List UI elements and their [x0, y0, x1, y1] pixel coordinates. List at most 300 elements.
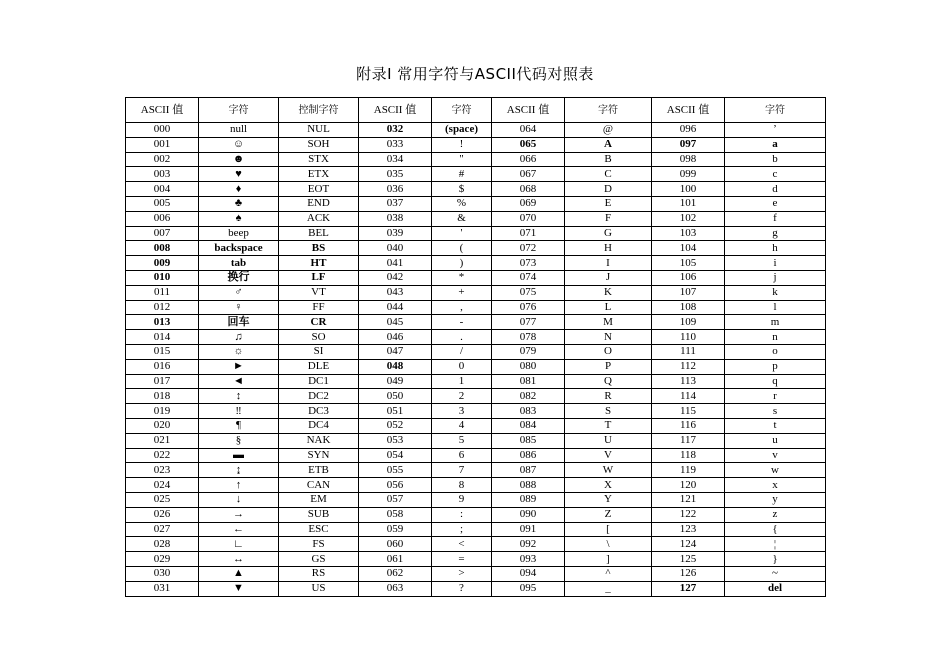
char-cell: ↕	[199, 389, 279, 404]
control-char-cell: CAN	[279, 478, 359, 493]
ascii-value-cell: 010	[126, 270, 199, 285]
char-cell: )	[432, 256, 492, 271]
ascii-value-cell: 116	[652, 418, 725, 433]
char-cell: ☺	[199, 137, 279, 152]
ascii-value-cell: 033	[359, 137, 432, 152]
ascii-value-cell: 063	[359, 581, 432, 596]
char-cell: 9	[432, 492, 492, 507]
control-char-cell: DC4	[279, 418, 359, 433]
ascii-value-cell: 102	[652, 211, 725, 226]
char-cell: @	[565, 123, 652, 138]
char-cell: u	[725, 433, 826, 448]
ascii-value-cell: 127	[652, 581, 725, 596]
char-cell: ♫	[199, 330, 279, 345]
char-cell: →	[199, 507, 279, 522]
table-row	[126, 552, 826, 567]
control-char-cell: DC1	[279, 374, 359, 389]
char-cell: y	[725, 492, 826, 507]
ascii-value-cell: 070	[492, 211, 565, 226]
ascii-value-cell: 036	[359, 182, 432, 197]
control-char-cell: DLE	[279, 359, 359, 374]
ascii-value-cell: 053	[359, 433, 432, 448]
char-cell: w	[725, 463, 826, 478]
char-cell: e	[725, 196, 826, 211]
ascii-value-cell: 114	[652, 389, 725, 404]
ascii-value-cell: 047	[359, 344, 432, 359]
ascii-value-cell: 112	[652, 359, 725, 374]
ascii-value-cell: 013	[126, 315, 199, 330]
char-cell: ☻	[199, 152, 279, 167]
char-cell: ♣	[199, 196, 279, 211]
char-cell: !	[432, 137, 492, 152]
char-cell: h	[725, 241, 826, 256]
control-char-cell: ACK	[279, 211, 359, 226]
char-cell: L	[565, 300, 652, 315]
ascii-value-cell: 026	[126, 507, 199, 522]
char-cell: +	[432, 285, 492, 300]
char-cell: N	[565, 330, 652, 345]
table-row	[126, 152, 826, 167]
char-cell: tab	[199, 256, 279, 271]
ascii-value-cell: 084	[492, 418, 565, 433]
char-cell: 1	[432, 374, 492, 389]
control-char-cell: VT	[279, 285, 359, 300]
header-ascii-value: ASCII 值	[652, 98, 725, 123]
ascii-value-cell: 091	[492, 522, 565, 537]
ascii-value-cell: 099	[652, 167, 725, 182]
char-cell: C	[565, 167, 652, 182]
header-char: 字符	[565, 98, 652, 123]
char-cell: 8	[432, 478, 492, 493]
char-cell: 2	[432, 389, 492, 404]
char-cell: U	[565, 433, 652, 448]
char-cell: ♦	[199, 182, 279, 197]
ascii-value-cell: 067	[492, 167, 565, 182]
char-cell: ♠	[199, 211, 279, 226]
ascii-value-cell: 113	[652, 374, 725, 389]
table-row	[126, 330, 826, 345]
ascii-value-cell: 030	[126, 566, 199, 581]
ascii-value-cell: 065	[492, 137, 565, 152]
table-row	[126, 270, 826, 285]
table-row	[126, 433, 826, 448]
ascii-value-cell: 079	[492, 344, 565, 359]
ascii-value-cell: 060	[359, 537, 432, 552]
table-row	[126, 492, 826, 507]
char-cell: d	[725, 182, 826, 197]
ascii-value-cell: 038	[359, 211, 432, 226]
ascii-value-cell: 019	[126, 404, 199, 419]
char-cell: g	[725, 226, 826, 241]
ascii-value-cell: 087	[492, 463, 565, 478]
header-char: 字符	[725, 98, 826, 123]
ascii-value-cell: 090	[492, 507, 565, 522]
char-cell: ↔	[199, 552, 279, 567]
ascii-value-cell: 122	[652, 507, 725, 522]
char-cell: -	[432, 315, 492, 330]
char-cell: (	[432, 241, 492, 256]
control-char-cell: ETB	[279, 463, 359, 478]
char-cell: P	[565, 359, 652, 374]
char-cell: _	[565, 581, 652, 596]
control-char-cell: DC3	[279, 404, 359, 419]
header-ascii-value: ASCII 值	[492, 98, 565, 123]
char-cell: j	[725, 270, 826, 285]
ascii-value-cell: 106	[652, 270, 725, 285]
char-cell: f	[725, 211, 826, 226]
char-cell: F	[565, 211, 652, 226]
control-char-cell: RS	[279, 566, 359, 581]
ascii-value-cell: 017	[126, 374, 199, 389]
ascii-value-cell: 072	[492, 241, 565, 256]
char-cell: t	[725, 418, 826, 433]
char-cell: I	[565, 256, 652, 271]
ascii-value-cell: 082	[492, 389, 565, 404]
control-char-cell: SOH	[279, 137, 359, 152]
ascii-value-cell: 073	[492, 256, 565, 271]
ascii-value-cell: 056	[359, 478, 432, 493]
char-cell: ♀	[199, 300, 279, 315]
control-char-cell: ETX	[279, 167, 359, 182]
ascii-value-cell: 004	[126, 182, 199, 197]
char-cell: null	[199, 123, 279, 138]
control-char-cell: ESC	[279, 522, 359, 537]
ascii-value-cell: 044	[359, 300, 432, 315]
char-cell: k	[725, 285, 826, 300]
char-cell: 7	[432, 463, 492, 478]
table-row	[126, 182, 826, 197]
ascii-value-cell: 035	[359, 167, 432, 182]
char-cell: s	[725, 404, 826, 419]
char-cell: *	[432, 270, 492, 285]
header-char: 字符	[432, 98, 492, 123]
char-cell: Y	[565, 492, 652, 507]
ascii-value-cell: 041	[359, 256, 432, 271]
char-cell: ^	[565, 566, 652, 581]
char-cell: /	[432, 344, 492, 359]
table-row	[126, 404, 826, 419]
ascii-value-cell: 109	[652, 315, 725, 330]
table-row	[126, 507, 826, 522]
table-row	[126, 418, 826, 433]
char-cell: ►	[199, 359, 279, 374]
table-header	[126, 98, 826, 123]
char-cell: ∟	[199, 537, 279, 552]
ascii-value-cell: 052	[359, 418, 432, 433]
header-control-char: 控制字符	[279, 98, 359, 123]
char-cell: :	[432, 507, 492, 522]
control-char-cell: NUL	[279, 123, 359, 138]
ascii-value-cell: 126	[652, 566, 725, 581]
char-cell: #	[432, 167, 492, 182]
ascii-value-cell: 002	[126, 152, 199, 167]
ascii-value-cell: 055	[359, 463, 432, 478]
ascii-value-cell: 054	[359, 448, 432, 463]
ascii-value-cell: 108	[652, 300, 725, 315]
table-row	[126, 522, 826, 537]
char-cell: 换行	[199, 270, 279, 285]
char-cell: ¦	[725, 537, 826, 552]
char-cell: ▬	[199, 448, 279, 463]
ascii-value-cell: 125	[652, 552, 725, 567]
table-row	[126, 123, 826, 138]
ascii-value-cell: 061	[359, 552, 432, 567]
table-row	[126, 581, 826, 596]
char-cell: }	[725, 552, 826, 567]
control-char-cell: NAK	[279, 433, 359, 448]
ascii-value-cell: 101	[652, 196, 725, 211]
char-cell: H	[565, 241, 652, 256]
char-cell: ←	[199, 522, 279, 537]
ascii-value-cell: 088	[492, 478, 565, 493]
ascii-value-cell: 000	[126, 123, 199, 138]
char-cell: M	[565, 315, 652, 330]
ascii-value-cell: 023	[126, 463, 199, 478]
char-cell: X	[565, 478, 652, 493]
char-cell: [	[565, 522, 652, 537]
ascii-value-cell: 095	[492, 581, 565, 596]
char-cell: B	[565, 152, 652, 167]
table-row	[126, 167, 826, 182]
ascii-value-cell: 005	[126, 196, 199, 211]
ascii-value-cell: 012	[126, 300, 199, 315]
table-row	[126, 478, 826, 493]
char-cell: p	[725, 359, 826, 374]
table-row	[126, 448, 826, 463]
char-cell: ~	[725, 566, 826, 581]
char-cell: §	[199, 433, 279, 448]
ascii-value-cell: 066	[492, 152, 565, 167]
table-row	[126, 241, 826, 256]
char-cell: 0	[432, 359, 492, 374]
char-cell: v	[725, 448, 826, 463]
ascii-value-cell: 008	[126, 241, 199, 256]
ascii-value-cell: 118	[652, 448, 725, 463]
ascii-value-cell: 124	[652, 537, 725, 552]
char-cell: m	[725, 315, 826, 330]
ascii-value-cell: 120	[652, 478, 725, 493]
ascii-value-cell: 021	[126, 433, 199, 448]
char-cell: %	[432, 196, 492, 211]
char-cell: x	[725, 478, 826, 493]
ascii-value-cell: 107	[652, 285, 725, 300]
table-row	[126, 256, 826, 271]
ascii-value-cell: 024	[126, 478, 199, 493]
ascii-value-cell: 040	[359, 241, 432, 256]
ascii-value-cell: 089	[492, 492, 565, 507]
char-cell: >	[432, 566, 492, 581]
control-char-cell: END	[279, 196, 359, 211]
ascii-value-cell: 093	[492, 552, 565, 567]
char-cell: R	[565, 389, 652, 404]
header-row	[126, 98, 826, 123]
ascii-value-cell: 016	[126, 359, 199, 374]
char-cell: Q	[565, 374, 652, 389]
char-cell: D	[565, 182, 652, 197]
ascii-value-cell: 029	[126, 552, 199, 567]
char-cell: 3	[432, 404, 492, 419]
control-char-cell: SYN	[279, 448, 359, 463]
table-row	[126, 359, 826, 374]
char-cell: K	[565, 285, 652, 300]
control-char-cell: LF	[279, 270, 359, 285]
char-cell: c	[725, 167, 826, 182]
control-char-cell: CR	[279, 315, 359, 330]
ascii-value-cell: 018	[126, 389, 199, 404]
ascii-value-cell: 074	[492, 270, 565, 285]
char-cell: i	[725, 256, 826, 271]
char-cell: ♥	[199, 167, 279, 182]
control-char-cell: SUB	[279, 507, 359, 522]
char-cell: &	[432, 211, 492, 226]
ascii-value-cell: 094	[492, 566, 565, 581]
ascii-value-cell: 006	[126, 211, 199, 226]
ascii-value-cell: 039	[359, 226, 432, 241]
ascii-value-cell: 071	[492, 226, 565, 241]
char-cell: n	[725, 330, 826, 345]
char-cell: b	[725, 152, 826, 167]
table-row	[126, 226, 826, 241]
ascii-value-cell: 020	[126, 418, 199, 433]
ascii-value-cell: 007	[126, 226, 199, 241]
table-row	[126, 463, 826, 478]
char-cell: l	[725, 300, 826, 315]
ascii-value-cell: 119	[652, 463, 725, 478]
table-row	[126, 211, 826, 226]
table-row	[126, 344, 826, 359]
page-title: 附录Ⅰ 常用字符与ASCII代码对照表	[356, 65, 594, 83]
ascii-value-cell: 046	[359, 330, 432, 345]
ascii-value-cell: 104	[652, 241, 725, 256]
ascii-value-cell: 096	[652, 123, 725, 138]
char-cell: o	[725, 344, 826, 359]
ascii-value-cell: 037	[359, 196, 432, 211]
char-cell: E	[565, 196, 652, 211]
ascii-value-cell: 003	[126, 167, 199, 182]
char-cell: V	[565, 448, 652, 463]
char-cell: =	[432, 552, 492, 567]
char-cell: ¶	[199, 418, 279, 433]
table-row	[126, 196, 826, 211]
table-row	[126, 137, 826, 152]
ascii-value-cell: 077	[492, 315, 565, 330]
char-cell: J	[565, 270, 652, 285]
ascii-value-cell: 049	[359, 374, 432, 389]
ascii-value-cell: 042	[359, 270, 432, 285]
ascii-value-cell: 050	[359, 389, 432, 404]
char-cell: 6	[432, 448, 492, 463]
ascii-value-cell: 100	[652, 182, 725, 197]
ascii-value-cell: 043	[359, 285, 432, 300]
ascii-value-cell: 123	[652, 522, 725, 537]
char-cell: 4	[432, 418, 492, 433]
ascii-value-cell: 057	[359, 492, 432, 507]
char-cell: ]	[565, 552, 652, 567]
control-char-cell: DC2	[279, 389, 359, 404]
header-ascii-value: ASCII 值	[126, 98, 199, 123]
ascii-value-cell: 034	[359, 152, 432, 167]
char-cell: ?	[432, 581, 492, 596]
ascii-value-cell: 058	[359, 507, 432, 522]
table-row	[126, 300, 826, 315]
ascii-value-cell: 078	[492, 330, 565, 345]
ascii-value-cell: 059	[359, 522, 432, 537]
char-cell: \	[565, 537, 652, 552]
control-char-cell: GS	[279, 552, 359, 567]
ascii-value-cell: 076	[492, 300, 565, 315]
char-cell: ◄	[199, 374, 279, 389]
ascii-value-cell: 075	[492, 285, 565, 300]
ascii-value-cell: 111	[652, 344, 725, 359]
control-char-cell: FS	[279, 537, 359, 552]
char-cell: A	[565, 137, 652, 152]
char-cell: {	[725, 522, 826, 537]
char-cell: ↓	[199, 492, 279, 507]
ascii-value-cell: 051	[359, 404, 432, 419]
char-cell: Z	[565, 507, 652, 522]
ascii-value-cell: 014	[126, 330, 199, 345]
char-cell: .	[432, 330, 492, 345]
control-char-cell: EM	[279, 492, 359, 507]
char-cell: ↑	[199, 478, 279, 493]
ascii-value-cell: 080	[492, 359, 565, 374]
char-cell: ↨	[199, 463, 279, 478]
ascii-value-cell: 064	[492, 123, 565, 138]
char-cell: 5	[432, 433, 492, 448]
ascii-value-cell: 009	[126, 256, 199, 271]
header-char: 字符	[199, 98, 279, 123]
char-cell: z	[725, 507, 826, 522]
char-cell: (space)	[432, 123, 492, 138]
control-char-cell: FF	[279, 300, 359, 315]
char-cell: ’	[725, 123, 826, 138]
table-body	[126, 123, 826, 597]
char-cell: <	[432, 537, 492, 552]
control-char-cell: HT	[279, 256, 359, 271]
char-cell: del	[725, 581, 826, 596]
ascii-value-cell: 115	[652, 404, 725, 419]
char-cell: W	[565, 463, 652, 478]
char-cell: "	[432, 152, 492, 167]
char-cell: ▲	[199, 566, 279, 581]
ascii-value-cell: 031	[126, 581, 199, 596]
table-row	[126, 389, 826, 404]
ascii-value-cell: 025	[126, 492, 199, 507]
control-char-cell: STX	[279, 152, 359, 167]
control-char-cell: EOT	[279, 182, 359, 197]
ascii-value-cell: 062	[359, 566, 432, 581]
ascii-value-cell: 117	[652, 433, 725, 448]
char-cell: 回车	[199, 315, 279, 330]
control-char-cell: SO	[279, 330, 359, 345]
char-cell: $	[432, 182, 492, 197]
ascii-value-cell: 022	[126, 448, 199, 463]
char-cell: '	[432, 226, 492, 241]
char-cell: r	[725, 389, 826, 404]
ascii-value-cell: 092	[492, 537, 565, 552]
ascii-value-cell: 121	[652, 492, 725, 507]
control-char-cell: SI	[279, 344, 359, 359]
header-ascii-value: ASCII 值	[359, 98, 432, 123]
ascii-value-cell: 027	[126, 522, 199, 537]
char-cell: backspace	[199, 241, 279, 256]
ascii-value-cell: 011	[126, 285, 199, 300]
ascii-value-cell: 028	[126, 537, 199, 552]
ascii-value-cell: 110	[652, 330, 725, 345]
char-cell: O	[565, 344, 652, 359]
control-char-cell: BS	[279, 241, 359, 256]
ascii-value-cell: 001	[126, 137, 199, 152]
